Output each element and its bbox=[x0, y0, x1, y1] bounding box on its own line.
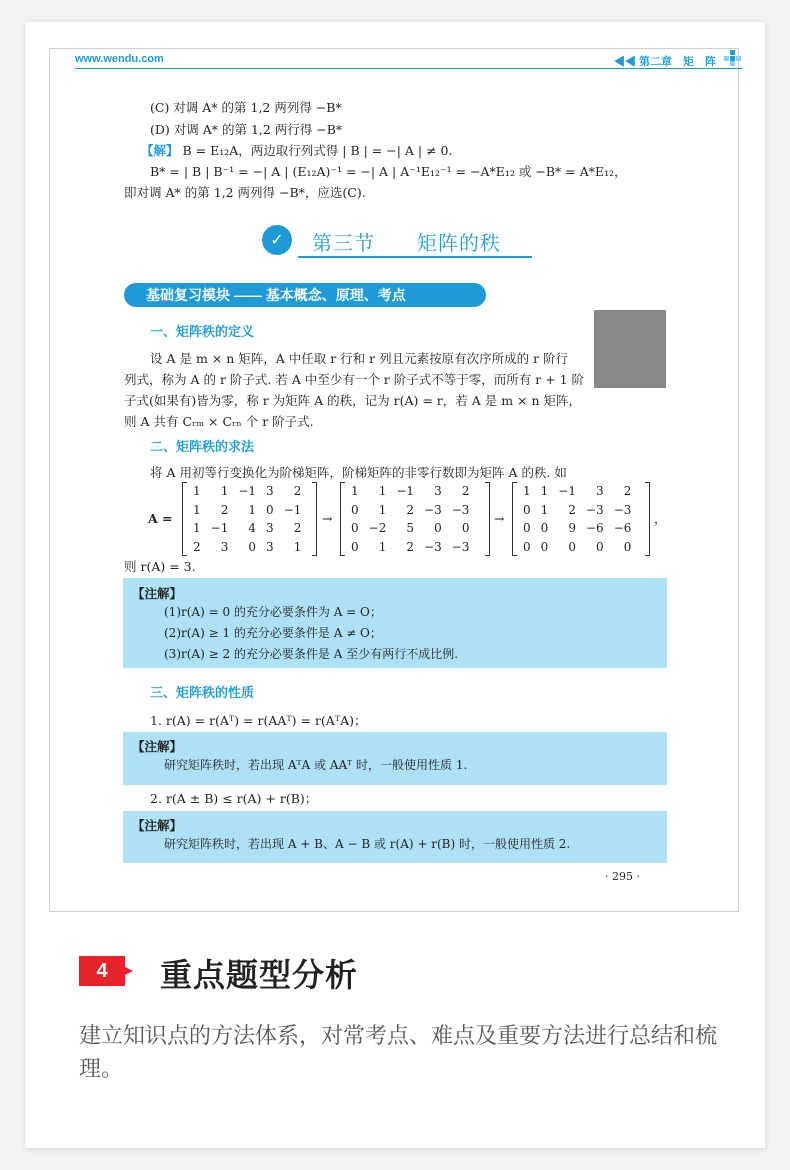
note-text: 研究矩阵秩时，若出现 A + B、A − B 或 r(A) + r(B) 时，一般使用性质 2. bbox=[164, 837, 571, 851]
matrix-cell: 2 bbox=[293, 484, 302, 499]
matrix-cell: 1 bbox=[351, 484, 359, 499]
note-label: 【注解】 bbox=[132, 586, 183, 601]
definition-line-4: 则 A 共有 Cᵣₘ × Cᵣₙ 个 r 阶子式. bbox=[124, 414, 314, 429]
feature-description: 建立知识点的方法体系，对常考点、难点及重要方法进行总结和梳理。 bbox=[79, 1024, 718, 1082]
matrix-tail: ， bbox=[654, 511, 667, 526]
matrix-cell: 3 bbox=[266, 484, 274, 499]
section-underline bbox=[298, 256, 532, 258]
property-2: 2. r(A ± B) ≤ r(A) + r(B)； bbox=[150, 791, 318, 806]
matrix-row bbox=[188, 519, 306, 538]
matrix-cell: −3 bbox=[424, 539, 442, 554]
matrix-cell: 2 bbox=[623, 484, 632, 499]
option-d: (D) 对调 A* 的第 1,2 两行得 −B* bbox=[150, 122, 343, 137]
matrix-cell: 1 bbox=[523, 484, 531, 499]
matrix-cell: −6 bbox=[613, 521, 632, 536]
solution-line bbox=[141, 140, 452, 161]
option-c: (C) 对调 A* 的第 1,2 两列得 −B* bbox=[150, 100, 342, 115]
matrix-cell: 0 bbox=[351, 502, 359, 517]
chapter-label: ◀◀ 第二章 矩 阵 bbox=[613, 56, 716, 68]
feature-number-badge: 4 bbox=[79, 956, 125, 986]
matrix-row bbox=[346, 538, 474, 557]
matrix-cell: 0 bbox=[351, 539, 359, 554]
matrix-cell: −3 bbox=[613, 502, 632, 517]
matrix-cell: −3 bbox=[451, 539, 470, 554]
definition-line-3: 子式(如果有)皆为零，称 r 为矩阵 A 的秩，记为 r(A) = r，若 A 是 m × n 矩阵， bbox=[124, 393, 582, 408]
solution-line-2: B* = | B | B⁻¹ = −| A | (E₁₂A)⁻¹ = −| A | A⁻¹E₁₂⁻¹ = −A*E₁₂ 或 −B* = A*E₁₂， bbox=[150, 164, 627, 179]
matrix-cell: 2 bbox=[461, 484, 470, 499]
matrix-cell: 2 bbox=[406, 539, 415, 554]
blocks-icon bbox=[722, 50, 742, 66]
properties-title: 三、矩阵秩的性质 bbox=[150, 685, 255, 700]
matrix-lhs: A = bbox=[148, 511, 173, 526]
matrix-cell: 0 bbox=[596, 539, 604, 554]
arrow-2: → bbox=[494, 511, 505, 526]
section-title bbox=[262, 225, 532, 259]
matrix-cell: 1 bbox=[540, 484, 549, 499]
matrix-row bbox=[346, 519, 474, 538]
matrix-cell: 0 bbox=[623, 539, 632, 554]
matrix-cell: −1 bbox=[283, 502, 302, 517]
matrix-cell: −3 bbox=[585, 502, 604, 517]
matrix-cell: 1 bbox=[293, 539, 302, 554]
matrix-cell: 1 bbox=[540, 502, 549, 517]
matrix-row bbox=[518, 501, 636, 520]
matrix-cell: 0 bbox=[568, 539, 576, 554]
matrix-cell: 3 bbox=[434, 484, 442, 499]
matrix-row bbox=[188, 482, 306, 501]
matrix-row bbox=[346, 501, 474, 520]
check-icon: ✓ bbox=[262, 225, 292, 255]
definition-line-2: 列式，称为 A 的 r 阶子式. 若 A 中至少有一个 r 阶子式不等于零，而所有 r + 1 阶 bbox=[124, 372, 585, 387]
matrix-3 bbox=[512, 482, 650, 556]
page-header bbox=[75, 53, 742, 69]
matrix-cell: 1 bbox=[193, 521, 201, 536]
matrix-row bbox=[518, 519, 636, 538]
note-line-3: (3)r(A) ≥ 2 的充分必要条件是 A 至少有两行不成比例. bbox=[164, 647, 459, 661]
matrix-cell: 0 bbox=[461, 521, 470, 536]
matrix-cell: 0 bbox=[248, 539, 257, 554]
header-rule bbox=[75, 68, 742, 69]
matrix-cell: 1 bbox=[248, 502, 257, 517]
matrix-cell: 1 bbox=[378, 484, 387, 499]
matrix-cell: 9 bbox=[568, 521, 576, 536]
matrix-cell: 1 bbox=[220, 484, 229, 499]
matrix-cell: 3 bbox=[220, 539, 229, 554]
matrix-cell: 0 bbox=[434, 521, 442, 536]
matrix-row bbox=[518, 482, 636, 501]
matrix-cell: 0 bbox=[540, 521, 549, 536]
note-line-1: (1)r(A) = 0 的充分必要条件为 A = O； bbox=[164, 605, 382, 619]
feature-title: 重点题型分析 bbox=[160, 956, 359, 994]
matrix-cell: −2 bbox=[368, 521, 387, 536]
matrix-cell: 3 bbox=[596, 484, 604, 499]
module-banner: 基础复习模块 —— 基本概念、原理、考点 bbox=[124, 283, 486, 307]
solution-label: 【解】 bbox=[141, 143, 179, 158]
definition-line-1: 设 A 是 m × n 矩阵，A 中任取 r 行和 r 列且元素按原有次序所成的 r 阶行 bbox=[150, 351, 569, 366]
arrow-1: → bbox=[322, 511, 333, 526]
matrix-cell: −6 bbox=[585, 521, 604, 536]
site-url: www.wendu.com bbox=[75, 53, 164, 65]
section-title-text: 第三节 矩阵的秩 bbox=[312, 233, 501, 255]
method-title: 二、矩阵秩的求法 bbox=[150, 439, 255, 454]
matrix-cell: −1 bbox=[396, 484, 415, 499]
matrix-cell: 1 bbox=[193, 502, 201, 517]
matrix-cell: 0 bbox=[523, 502, 531, 517]
qr-code bbox=[594, 310, 666, 388]
rank-result: 则 r(A) = 3. bbox=[124, 559, 196, 574]
method-intro: 将 A 用初等行变换化为阶梯矩阵，阶梯矩阵的非零行数即为矩阵 A 的秩. 如 bbox=[150, 465, 567, 480]
matrix-cell: 2 bbox=[568, 502, 576, 517]
matrix-cell: 2 bbox=[193, 539, 201, 554]
matrix-row bbox=[188, 501, 306, 520]
solution-line-3: 即对调 A* 的第 1,2 两列得 −B*，应选(C). bbox=[124, 185, 366, 200]
note-text: 研究矩阵秩时，若出现 AᵀA 或 AAᵀ 时，一般使用性质 1. bbox=[164, 758, 468, 772]
matrix-cell: 1 bbox=[378, 539, 387, 554]
matrix-cell: −3 bbox=[451, 502, 470, 517]
matrix-cell: 1 bbox=[378, 502, 387, 517]
matrix-cell: 2 bbox=[220, 502, 229, 517]
matrix-cell: 0 bbox=[351, 521, 359, 536]
note-label: 【注解】 bbox=[132, 818, 183, 833]
matrix-cell: −1 bbox=[238, 484, 257, 499]
matrix-cell: −3 bbox=[424, 502, 442, 517]
note-box-1 bbox=[123, 578, 667, 668]
note-line-2: (2)r(A) ≥ 1 的充分必要条件是 A ≠ O； bbox=[164, 626, 382, 640]
matrix-cell: 3 bbox=[266, 521, 274, 536]
matrix-cell: 0 bbox=[266, 502, 274, 517]
definition-title: 一、矩阵秩的定义 bbox=[150, 324, 255, 339]
matrix-cell: −1 bbox=[558, 484, 576, 499]
matrix-cell: 0 bbox=[523, 539, 531, 554]
matrix-cell: 0 bbox=[523, 521, 531, 536]
matrix-1 bbox=[182, 482, 317, 556]
matrix-cell: 2 bbox=[293, 521, 302, 536]
solution-text: B = E₁₂A，两边取行列式得 | B | = −| A | ≠ 0. bbox=[182, 143, 453, 158]
matrix-cell: 3 bbox=[266, 539, 274, 554]
note-box-2 bbox=[123, 732, 667, 785]
matrix-cell: −1 bbox=[210, 521, 229, 536]
matrix-row bbox=[518, 538, 636, 557]
matrix-cell: 0 bbox=[540, 539, 549, 554]
matrix-2 bbox=[340, 482, 490, 556]
matrix-cell: 5 bbox=[406, 521, 415, 536]
note-label: 【注解】 bbox=[132, 739, 183, 754]
property-1: 1. r(A) = r(Aᵀ) = r(AAᵀ) = r(AᵀA)； bbox=[150, 713, 367, 728]
matrix-row bbox=[346, 482, 474, 501]
matrix-cell: 2 bbox=[406, 502, 415, 517]
page-number: · 295 · bbox=[605, 870, 640, 883]
matrix-row bbox=[188, 538, 306, 557]
matrix-cell: 1 bbox=[193, 484, 201, 499]
note-box-3 bbox=[123, 811, 667, 863]
matrix-cell: 4 bbox=[248, 521, 257, 536]
